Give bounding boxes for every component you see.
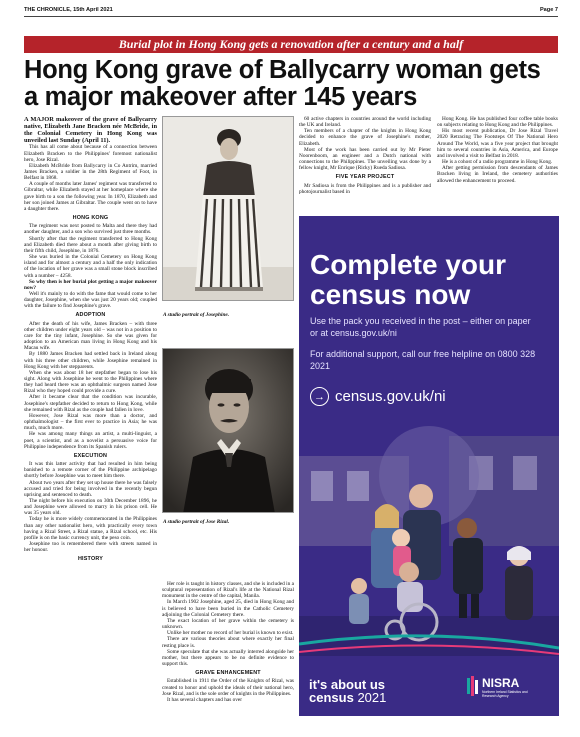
- article-paragraph: A MAJOR makeover of the grave of Ballycarry native, Elizabeth Jane Bracken née McBride, in the Colonial Cemetery in Hong Kong was unveiled last Sunday (April 11).: [24, 116, 157, 145]
- ad-url-link[interactable]: [310, 387, 446, 406]
- article-paragraph: Well it's mainly to do with the fame that would come to her daughter, Josephine, when she was just 20 years old; coupled with the failure to find Josephine's grave.: [24, 290, 157, 310]
- section-subheading: EXECUTION: [73, 452, 108, 459]
- article-column-1: [24, 116, 157, 565]
- article-paragraph: It has several chapters and has over: [167, 696, 243, 703]
- ad-tagline: it's about us census 2021: [309, 677, 387, 705]
- article-paragraph: Her role is taught in history classes, and she is included in a sculptural representation of Rizal's life at the National Rizal monument in the centre of the capital, Manila.: [162, 581, 294, 600]
- ad-paragraph-helpline: For additional support, call our free helpline on 0800 328 2021: [310, 349, 536, 371]
- article-paragraph: 60 active chapters in countries around the world including the UK and Ireland.: [299, 116, 431, 129]
- masthead-rule: [24, 16, 558, 17]
- article-column-4: [437, 116, 558, 184]
- article-paragraph: A couple of months later James' regiment was transferred to Gibraltar, while Elizabeth stayed at her homeplace where she gave birth to a son the following year. In 1870, Elizabeth and her son joined James at Gibraltar. The couple went on to have a daughter there.: [24, 181, 157, 212]
- article-paragraph: Established in 1911 the Order of the Knights of Rizal, was created to honor and uphold the ideals of their national hero, Jose Rizal, and is the sole order of knights in the Philippines.: [162, 678, 294, 697]
- nisra-logo: NISRA Northern Ireland Statistics and Research Agency: [467, 674, 545, 702]
- article-paragraph: After the death of his wife, James Bracken – with three other children under eight years old – was not in a position to care for the tiny infant, Josephine. So she was given for adoption to an American man living in Hong Kong and his Macau wife.: [24, 320, 157, 352]
- ad-url-text: census.gov.uk/ni: [335, 388, 446, 405]
- article-paragraph: After it became clear that the condition was incurable, Josephine's stepfather decided to return to Hong Kong, while she remained with Rizal as the couple had fallen in love.: [24, 394, 157, 413]
- article-paragraph: In March 1902 Josephine, aged 25, died in Hong Kong and is believed to have been buried in the Catholic Cemetery adjoining the Colonial Cemetery there.: [162, 599, 294, 618]
- article-paragraph: It was this latter activity that had resulted in him being banished to a remote corner of the Philippine archipelago shortly before Josephine was to meet him there.: [24, 461, 157, 480]
- photo-caption-josephine: A studio portrait of Josephine.: [163, 312, 230, 318]
- article-column-3: [299, 116, 431, 195]
- article-paragraph: Hong Kong. He has published four coffee table books on subjects relating to Hong Kong and the Philippines.: [437, 116, 558, 129]
- section-subheading: HISTORY: [77, 556, 104, 563]
- article-paragraph: Most of the work has been carried out by Mr Pieter Noorenboom, an engineer and a Dutch national with connections to the Philippines. The unveiling was done by a fellow knight, Mr Enrique (Ricky) Rueda Sadiosa.: [299, 146, 431, 172]
- ad-headline: Complete your census now: [310, 249, 507, 310]
- article-column-2-lower: [162, 581, 294, 703]
- section-subheading: GRAVE ENHANCEMENT: [195, 670, 261, 677]
- article-paragraph: The regiment was next posted to Malta and there they had another daughter, and a son who survived just three months.: [24, 223, 157, 236]
- headline: Hong Kong grave of Ballycarry woman gets a major makeover after 145 years: [24, 56, 541, 111]
- article-paragraph: So why then is her burial plot getting a major makeover now?: [24, 278, 157, 291]
- census-advertisement[interactable]: [299, 216, 559, 716]
- article-paragraph: Elizabeth McBride from Ballycarry in Co Antrim, married James Bracken, a soldier in the 28th Regiment of Foot, in Belfast in 1868.: [24, 162, 157, 182]
- article-paragraph: He is a cohost of a radio programme in Hong Kong.: [442, 159, 553, 166]
- article-paragraph: However, Jose Rizal was more than a doctor, and ophthalmologist – the first ever to practice in Asia; he was much, much more.: [24, 412, 157, 432]
- article-paragraph: His most recent publication, Dr Jose Rizal Travel 2020 Retracing The Footsteps Of The National Hero Around The World, was a five year project that brought him to several countries in Asia, America, and Europe and involved a visit to Belfast in 2018.: [437, 128, 558, 159]
- ad-paragraph-pack: Use the pack you received in the post – either on paper or at census.gov.uk/ni: [310, 316, 531, 338]
- article-paragraph: Today he is more widely commemorated in the Philippines than any other nationalist hero, with practically every town having a Rizal Street, a Rizal statue, a Rizal school, etc. His profile is on the basic currency unit, the peso coin.: [24, 516, 157, 541]
- jose-rizal-portrait-image: [162, 348, 294, 513]
- article-paragraph: About two years after they set up house there he was falsely accused and tried for being involved in the recently begun uprising and sentenced to death.: [24, 479, 157, 498]
- article-paragraph: Ten members of a chapter of the knights in Hong Kong decided to enhance the grave of Josephine's mother, Elizabeth.: [299, 128, 431, 147]
- article-paragraph: This has all come about because of a connection between Elizabeth Bracken to the Philippines' foremost nationalist hero, Jose Rizal.: [24, 144, 157, 163]
- section-subheading: HONG KONG: [72, 215, 109, 222]
- arrow-right-icon: →: [310, 387, 329, 406]
- article-paragraph: He was among many things an artist, a multi-linguist, a poet, a scientist, and as a novelist a persuasive voice for Philippine independence from its Spanish rulers.: [24, 431, 157, 450]
- nisra-mark-icon: [467, 676, 480, 696]
- article-paragraph: Some speculate that she was actually interred alongside her mother, but there appears to be no definite evidence to support this.: [162, 648, 294, 668]
- masthead-paper: THE CHRONICLE, 15th April 2021: [24, 7, 113, 13]
- article-paragraph: There are various theories about where exactly her final resting place is.: [162, 636, 294, 649]
- article-paragraph: When she was about 18 her stepfather began to lose his sight. Along with Josephine he went to the Philippines where they had heard there was an ophthalmic surgeon named Jose Rizal who they hoped could provide a cure.: [24, 369, 157, 395]
- page-number: Page 7: [539, 7, 558, 13]
- article-paragraph: Shortly after that the regiment transferred to Hong Kong and Elizabeth died there about a month after giving birth to their fifth child, Josephine, in 1876.: [24, 235, 157, 254]
- article-paragraph: By 1880 James Bracken had settled back in Ireland along with his three other children, while Josephine remained in Hong Kong with her stepparents.: [24, 351, 157, 370]
- article-paragraph: The night before his execution on 30th December 1896, he and Josephine were allowed to marry in his prison cell. He was 35 years old.: [24, 497, 157, 517]
- article-paragraph: Unlike her mother no record of her burial is known to exist.: [167, 630, 294, 637]
- article-paragraph: She was buried in the Colonial Cemetery on Hong Kong island and for almost a century and a half the only indication of the location of her grave was a small stone block inscribed with a number – 4258.: [24, 254, 157, 279]
- article-paragraph: Mr Sadiosa is from the Philippines and is a publisher and photojournalist based in: [299, 182, 431, 195]
- article-paragraph: After getting permission from descendants of James Bracken living in Ireland, the cemetery authorities allowed the enhancement to proceed.: [437, 165, 558, 184]
- article-paragraph: Josephine too is remembered there with streets named in her honour.: [24, 541, 157, 554]
- josephine-portrait-image: [162, 116, 294, 301]
- article-paragraph: The exact location of her grave within the cemetery is unknown.: [162, 617, 294, 631]
- section-subheading: FIVE YEAR PROJECT: [335, 174, 395, 181]
- photo-caption-rizal: A studio portrait of Jose Rizal.: [163, 519, 230, 525]
- ad-family-photo: [299, 416, 559, 656]
- kicker-bar: Burial plot in Hong Kong gets a renovation after a century and a half: [24, 36, 558, 53]
- section-subheading: ADOPTION: [75, 312, 106, 319]
